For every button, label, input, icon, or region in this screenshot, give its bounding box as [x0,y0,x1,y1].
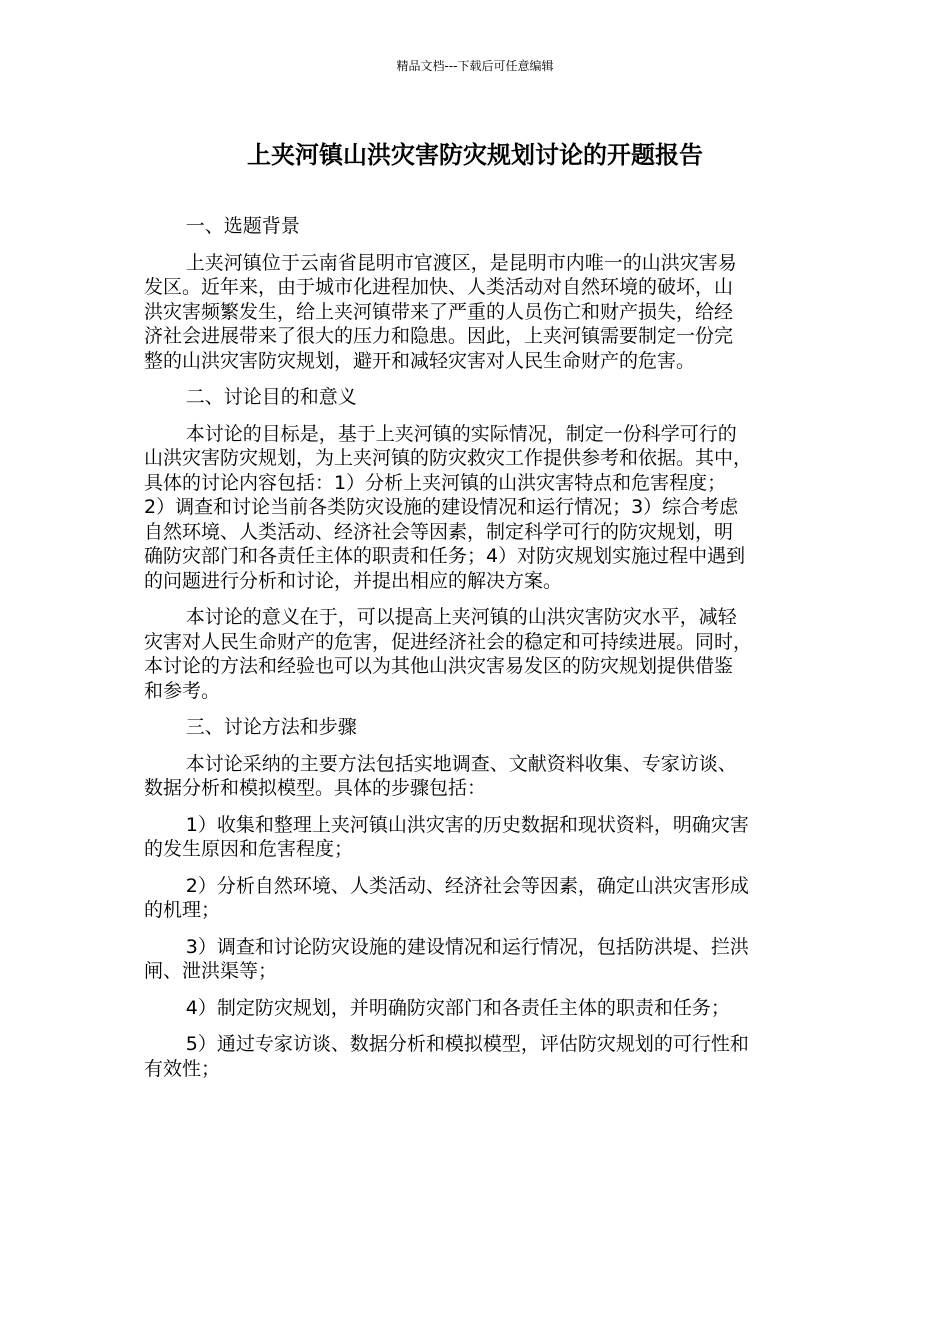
paragraph-step-2: 2）分析自然环境、人类活动、经济社会等因素，确定山洪灾害形成 的机理； [144,874,749,921]
document-title: 上夹河镇山洪灾害防灾规划讨论的开题报告 [247,141,703,169]
section-heading-methods: 三、讨论方法和步骤 [185,716,357,738]
paragraph-purpose-goal: 本讨论的目标是，基于上夹河镇的实际情况，制定一份科学可行的 山洪灾害防灾规划，为上夹河镇的防灾救灾工作提供参考和依据。其中， 具体的讨论内容包括：1）分析上夹河镇的山洪灾害特点和危害程度； 2）调查和讨论当前各类防灾设施的建设情况和运行情况；3）综合考虑 自然环境、人类活动、经济社会等因素，制定科学可行的防灾规划，明 确防灾部门和各责任主体的职责和任务；4）对防灾规划实施过程中遇到 的问题进行分析和讨论，并提出相应的解决方案。 [144,422,753,592]
paragraph-step-3: 3）调查和讨论防灾设施的建设情况和运行情况，包括防洪堤、拦洪 闸、泄洪渠等； [144,935,749,982]
section-heading-background: 一、选题背景 [185,215,300,237]
paragraph-step-1: 1）收集和整理上夹河镇山洪灾害的历史数据和现状资料，明确灾害 的发生原因和危害程度； [144,813,749,860]
paragraph-step-4: 4）制定防灾规划，并明确防灾部门和各责任主体的职责和任务； [185,996,730,1019]
section-heading-purpose: 二、讨论目的和意义 [185,386,357,408]
document-body [144,214,806,1093]
paragraph-methods-intro: 本讨论采纳的主要方法包括实地调查、文献资料收集、专家访谈、 数据分析和模拟模型。具体的步骤包括： [144,752,737,799]
page-header-watermark: 精品文档---下载后可任意编辑 [396,59,554,73]
paragraph-step-5: 5）通过专家访谈、数据分析和模拟模型，评估防灾规划的可行性和 有效性； [144,1033,749,1080]
paragraph-background: 上夹河镇位于云南省昆明市官渡区，是昆明市内唯一的山洪灾害易 发区。近年来，由于城市化进程加快、人类活动对自然环境的破坏，山 洪灾害频繁发生，给上夹河镇带来了严重的人员伤亡和财产损失，给经 济社会进展带来了很大的压力和隐患。因此，上夹河镇需要制定一份完 整的山洪灾害防灾规划，避开和减轻灾害对人民生命财产的危害。 [144,251,737,372]
paragraph-purpose-significance: 本讨论的意义在于，可以提高上夹河镇的山洪灾害防灾水平，减轻 灾害对人民生命财产的危害，促进经济社会的稳定和可持续进展。同时， 本讨论的方法和经验也可以为其他山洪灾害易发区的防灾规划提供借鉴 和参考。 [144,606,753,702]
